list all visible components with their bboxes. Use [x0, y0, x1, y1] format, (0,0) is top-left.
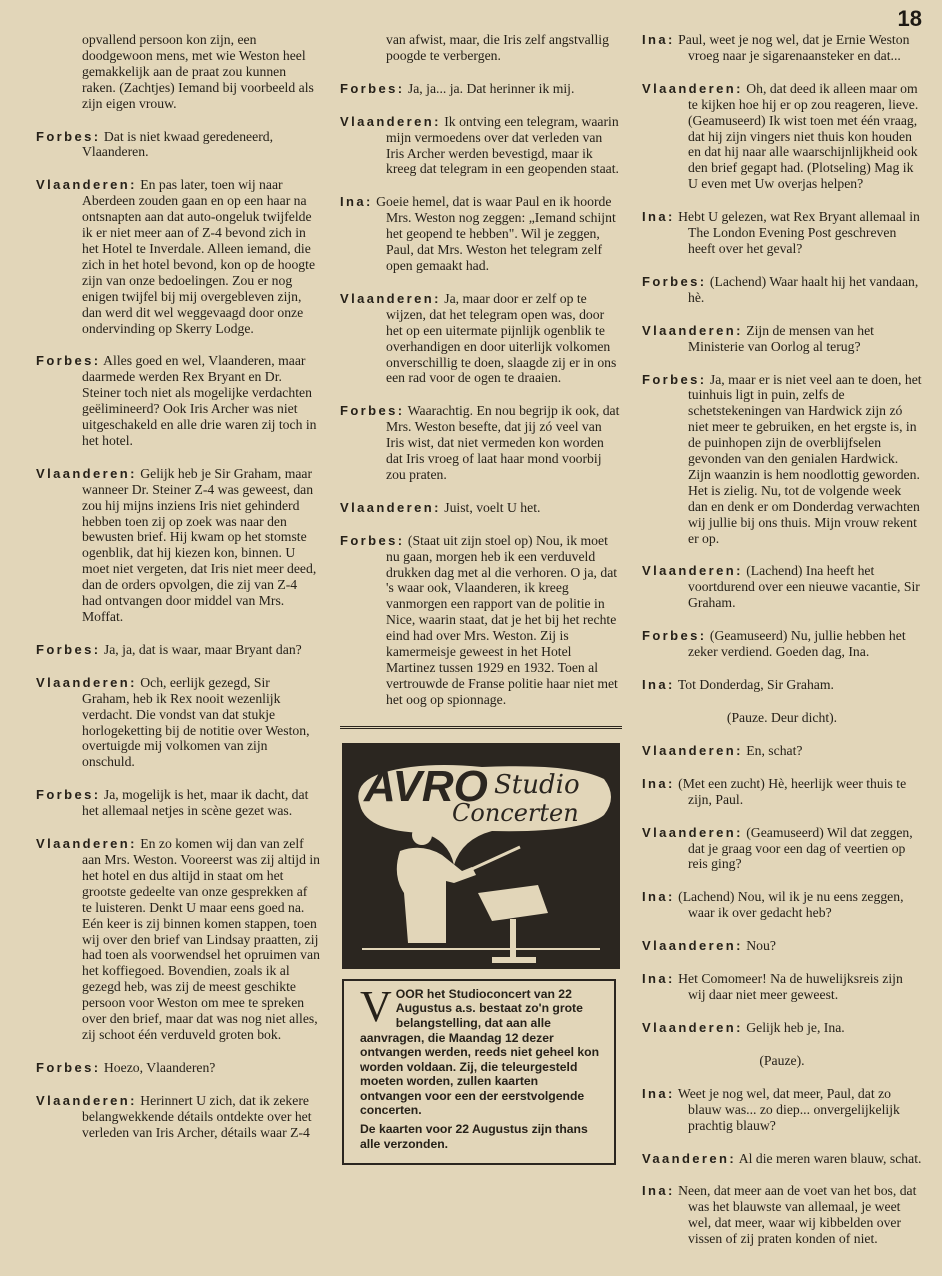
speaker-name: Vlaanderen:: [36, 674, 137, 690]
dialogue-paragraph: [642, 323, 922, 355]
dialogue-paragraph: [340, 500, 622, 516]
dialogue-text: Dat is niet kwaad geredeneerd, Vlaanderen.: [82, 128, 274, 160]
dialogue-paragraph: [36, 177, 320, 336]
dialogue-text: (Lachend) Waar haalt hij het vandaan, hè.: [688, 273, 919, 305]
column-middle: [340, 32, 622, 1165]
dialogue-text: Juist, voelt U het.: [444, 499, 541, 515]
dialogue-text: En, schat?: [746, 742, 803, 758]
speaker-name: Forbes:: [36, 1059, 101, 1075]
avro-logo-text: AVRO: [364, 761, 488, 811]
dialogue-text: (Geamuseerd) Nu, jullie hebben het zeker verdiend. Goeden dag, Ina.: [688, 628, 906, 660]
column-right: [642, 32, 922, 1264]
dialogue-paragraph: [340, 114, 622, 178]
speaker-name: Forbes:: [642, 371, 707, 387]
dialogue-paragraph: [642, 81, 922, 192]
dialogue-text: En pas later, toen wij naar Aberdeen zouden gaan en op een haar na ontsnapten aan dat auto-ongeluk twijfelde ik er niet meer aan of Z-4 bevond zich in het Hotel te Inverdale. Alleen iemand, die zich in het hotel bevond, kon op de hoogte zijn van onze bedoelingen. Zou er nog enigen twijfel bij mij overgebleven zijn, dan werd dit wel weggevaagd door onze ondervinding op Skerry Lodge.: [82, 177, 316, 336]
dialogue-text: Ja, ja, dat is waar, maar Bryant dan?: [103, 641, 302, 657]
speaker-name: Vlaanderen:: [36, 1092, 137, 1108]
dialogue-text: Alles goed en wel, Vlaanderen, maar daarmede werden Rex Bryant en Dr. Steiner toch niet als mogelijke verdachten geëlimineerd? Ook Iris Archer was niet uitgeschakeld en alle drie waren zij toch in het hotel.: [82, 353, 317, 448]
speaker-name: Vaanderen:: [642, 1150, 737, 1166]
dialogue-text: van afwist, maar, die Iris zelf angstvallig poogde te verbergen.: [386, 32, 609, 63]
speaker-name: Ina:: [642, 1085, 675, 1101]
dialogue-paragraph: [340, 533, 622, 708]
dialogue-text: Gelijk heb je, Ina.: [746, 1019, 845, 1035]
dialogue-paragraph: [642, 1086, 922, 1134]
dialogue-text: Och, eerlijk gezegd, Sir Graham, heb ik Rex nooit wezenlijk verdacht. Die vondst van dat stukje horlogeketting bij de notitie over Weston, overtuigde mij volkomen van zijn onschuld.: [82, 674, 310, 770]
studioconcert-notice: [342, 979, 616, 1166]
dialogue-text: En zo komen wij dan van zelf aan Mrs. Weston. Vooreerst was zij altijd in het hotel en dus altijd in staat om het grootste gedeelte van onze gesprekken af te luisteren. Denkt U maar eens goed na. Eén keer is zij binnen komen stappen, toen wij over den brief van Lindsay praatten, zij had toen als voorwendsel het opruimen van het koffiegoed. Bovendien, zoals ik al gezegd heb, was zij de meest geschikte persoon voor Weston om mee te spreken over den brief, maar dat was nog niet alles, zij schoot één verduveld groten bok.: [82, 836, 321, 1042]
studio-script-text: Studio: [494, 769, 580, 800]
speaker-name: Forbes:: [36, 641, 101, 657]
dialogue-paragraph: [36, 353, 320, 448]
dialogue-paragraph: [642, 274, 922, 306]
speaker-name: Ina:: [642, 889, 675, 905]
dialogue-text: opvallend persoon kon zijn, een doodgewoon mens, met wie Weston heel gemakkelijk aan de praat zou kunnen raken. (Zachtjes) Iemand bij voorbeeld als zijn eigen vrouw.: [82, 32, 314, 111]
speaker-name: Ina:: [642, 971, 675, 987]
dialogue-paragraph: [340, 403, 622, 483]
dialogue-text: Ja, ja... ja. Dat herinner ik mij.: [407, 80, 575, 96]
dialogue-paragraph: [340, 194, 622, 274]
dialogue-paragraph: [642, 889, 922, 921]
notice-footnote: De kaarten voor 22 Augustus zijn thans alle verzonden.: [360, 1122, 588, 1151]
speaker-name: Vlaanderen:: [642, 1019, 743, 1035]
column-left: [36, 32, 320, 1157]
dialogue-text: Ja, maar er is niet veel aan te doen, het tuinhuis ligt in puin, zelfs de schetstekeningen van Hardwick zijn zó niet meer te gebruiken, en het ergste is, in de puinhopen zijn de overblijfselen gevonden van den genialen Hardwick. Zijn waanzin is hem noodlottig geworden. Het is zielig. Nu, tot de volgende week dan en denk er om Donderdag verwachten wij jullie bij ons thuis. Mijn vrouw rekent er op.: [688, 371, 922, 546]
speaker-name: Vlaanderen:: [340, 290, 441, 306]
dialogue-text: Hebt U gelezen, wat Rex Bryant allemaal in The London Evening Post geschreven heeft over het geval?: [678, 209, 920, 256]
speaker-name: Vlaanderen:: [642, 824, 743, 840]
speaker-name: Vlaanderen:: [642, 938, 743, 954]
dialogue-paragraph: [642, 825, 922, 873]
dialogue-text: Tot Donderdag, Sir Graham.: [677, 677, 834, 692]
dialogue-text: Waarachtig. En nou begrijp ik ook, dat Mrs. Weston besefte, dat jij zó veel van Iris wist, dat niet vermeden kon worden dat Iris vroeg of laat haar mond voorbij zou praten.: [386, 403, 620, 482]
dialogue-text: (Met een zucht) Hè, heerlijk weer thuis te zijn, Paul.: [678, 775, 907, 807]
dialogue-paragraph: [36, 787, 320, 819]
notice-text: OOR het Studioconcert van 22 Augustus a.s. bestaat zo'n grote belangstelling, dat aan alle aanvragen, die Maandag 12 dezer ontvangen werden, reeds niet geheel kon worden voldaan. Zij, die teleurgesteld moeten worden, zullen kaarten ontvangen voor een der eerstvolgende concerten.: [360, 986, 600, 1118]
speaker-name: Ina:: [642, 775, 675, 791]
dialogue-paragraph: [340, 291, 622, 386]
dialogue-text: Nou?: [746, 938, 776, 954]
dialogue-paragraph: [642, 372, 922, 547]
dialogue-text: (Lachend) Nou, wil ik je nu eens zeggen, waar ik over gedacht heb?: [678, 889, 904, 921]
dialogue-paragraph: [642, 971, 922, 1003]
dialogue-text: Neen, dat meer aan de voet van het bos, dat was het blauwste van allemaal, je weet wel, dat meer, waar wij kibbelden over vissen of zij praten konden of niet.: [678, 1183, 917, 1247]
dialogue-paragraph: [36, 675, 320, 770]
dialogue-text: Hoezo, Vlaanderen?: [103, 1059, 216, 1075]
speaker-name: Vlaanderen:: [36, 836, 137, 852]
section-divider: [340, 726, 622, 729]
dialogue-text: Al die meren waren blauw, schat.: [738, 1150, 922, 1166]
speaker-name: Forbes:: [642, 628, 707, 644]
speaker-name: Vlaanderen:: [36, 177, 137, 193]
notice-drop-cap: V: [360, 981, 392, 1031]
concerten-script-text: Concerten: [452, 798, 579, 827]
dialogue-text: (Lachend) Ina heeft het voortdurend over een nieuwe vacantie, Sir Graham.: [688, 563, 920, 611]
dialogue-paragraph: [642, 628, 922, 660]
dialogue-paragraph: [642, 938, 922, 954]
dialogue-text: Oh, dat deed ik alleen maar om te kijken hoe hij er op zou reageren, lieve. (Geamuseerd) Ik wist toen met één vraag, dat hij zijn vingers niet thuis kon houden en dat hij naar alle waarschijnlijkheid ook den brief gegapt had. (Plotseling) Mag ik U even met Uw overjas helpen?: [688, 80, 919, 192]
speaker-name: Vlaanderen:: [642, 563, 743, 579]
dialogue-paragraph: [36, 1060, 320, 1076]
speaker-name: Ina:: [340, 194, 373, 210]
dialogue-text: Ja, maar door er zelf op te wijzen, dat het telegram open was, door het op een uitermate pijnlijk ogenblik te overhandigen en door uiterlijk volkomen onverschillig te doen, slaagde zij er in ons een rad voor de ogen te draaien.: [386, 290, 617, 386]
speaker-name: Ina:: [642, 1183, 675, 1199]
dialogue-paragraph: [36, 836, 320, 1043]
dialogue-paragraph: [642, 1183, 922, 1247]
dialogue-text: Zijn de mensen van het Ministerie van Oorlog al terug?: [688, 322, 874, 354]
dialogue-paragraph: [36, 129, 320, 161]
speaker-name: Ina:: [642, 677, 675, 692]
dialogue-paragraph: [642, 743, 922, 759]
dialogue-paragraph: [36, 466, 320, 625]
dialogue-text: Het Comomeer! Na de huwelijksreis zijn wij daar niet meer geweest.: [678, 971, 903, 1002]
speaker-name: Forbes:: [36, 787, 101, 803]
dialogue-text: Herinnert U zich, dat ik zekere belangwekkende détails ontdekte over het verleden van Iris Archer, détails waar Z-4: [82, 1092, 312, 1140]
dialogue-paragraph: [36, 642, 320, 658]
dialogue-paragraph: [340, 81, 622, 97]
dialogue-paragraph: [642, 776, 922, 808]
speaker-name: Vlaanderen:: [642, 742, 743, 758]
speaker-name: Forbes:: [642, 273, 707, 289]
dialogue-text: Paul, weet je nog wel, dat je Ernie Weston vroeg naar je sigarenaansteker en dat...: [678, 32, 910, 63]
dialogue-text: Goeie hemel, dat is waar Paul en ik hoorde Mrs. Weston nog zeggen: „Iemand schijnt het geopend te hebben". Wil je zeggen, Paul, dat Mrs. Weston het telegram zelf open gemaakt had.: [376, 194, 616, 273]
dialogue-text: Ja, mogelijk is het, maar ik dacht, dat het allemaal netjes in scène gezet was.: [82, 787, 309, 819]
dialogue-paragraph: [36, 1093, 320, 1141]
speaker-name: Ina:: [642, 32, 675, 47]
speaker-name: Forbes:: [340, 532, 405, 548]
page-number: 18: [897, 6, 922, 31]
dialogue-middle: [340, 32, 622, 708]
dialogue-paragraph: [642, 1020, 922, 1036]
dialogue-text: Weet je nog wel, dat meer, Paul, dat zo blauw was... zo diep... onvergelijkelijk prachtig blauw?: [677, 1085, 900, 1133]
dialogue-paragraph: [642, 677, 922, 693]
avro-advertisement: [342, 743, 620, 969]
dialogue-text: Gelijk heb je Sir Graham, maar wanneer Dr. Steiner Z-4 was geweest, dan zou hij mijns inziens Iris niet gehinderd hebben toen zij op zoek was naar den bewusten brief. Hij kwam op het stomste ogenblik, dat hij kiezen kon, binnen. U moet niet vergeten, dat Iris niet meer deed, dan de orders opvolgen, die zij van Z-4 had ontvangen door middel van Mrs. Moffat.: [82, 465, 317, 624]
speaker-name: Forbes:: [340, 80, 405, 96]
speaker-name: Forbes:: [340, 403, 405, 419]
dialogue-paragraph: [340, 32, 622, 64]
stage-direction: (Pauze. Deur dicht).: [726, 709, 838, 725]
speaker-name: Vlaanderen:: [642, 80, 743, 96]
dialogue-text: (Staat uit zijn stoel op) Nou, ik moet nu gaan, morgen heb ik een verduveld drukken dag met al die verhoren. O ja, dat 's waar ook, Vlaanderen, ik kreeg vanmorgen een rapport van de politie in Nice, waarin staat, dat je het bij het rechte eind had over Mrs. Weston. Zij is kamermeisje geweest in het Hotel Martinez tussen 1929 en 1932. Toen al vertrouwde de Franse politie haar niet met het oog op spionnage.: [386, 532, 618, 707]
speaker-name: Ina:: [642, 209, 675, 225]
speaker-name: Vlaanderen:: [36, 465, 137, 481]
dialogue-paragraph: [642, 563, 922, 611]
dialogue-paragraph: [642, 32, 922, 64]
speaker-name: Vlaanderen:: [642, 322, 743, 338]
dialogue-text: (Geamuseerd) Wil dat zeggen, dat je graag voor een dag of veertien op reis ging?: [688, 824, 913, 872]
dialogue-paragraph: [642, 1151, 922, 1167]
speaker-name: Forbes:: [36, 128, 101, 144]
speaker-name: Forbes:: [36, 353, 101, 369]
dialogue-paragraph: [642, 209, 922, 257]
avro-illustration: [342, 743, 620, 969]
dialogue-paragraph: [36, 32, 320, 112]
speaker-name: Vlaanderen:: [340, 113, 441, 129]
dialogue-text: Ik ontving een telegram, waarin mijn vermoedens over dat verleden van Iris Archer werden bevestigd, maar ik kreeg dat telegram in een geopenden staat.: [386, 113, 619, 177]
stage-direction: (Pauze).: [759, 1052, 805, 1068]
speaker-name: Vlaanderen:: [340, 499, 441, 515]
